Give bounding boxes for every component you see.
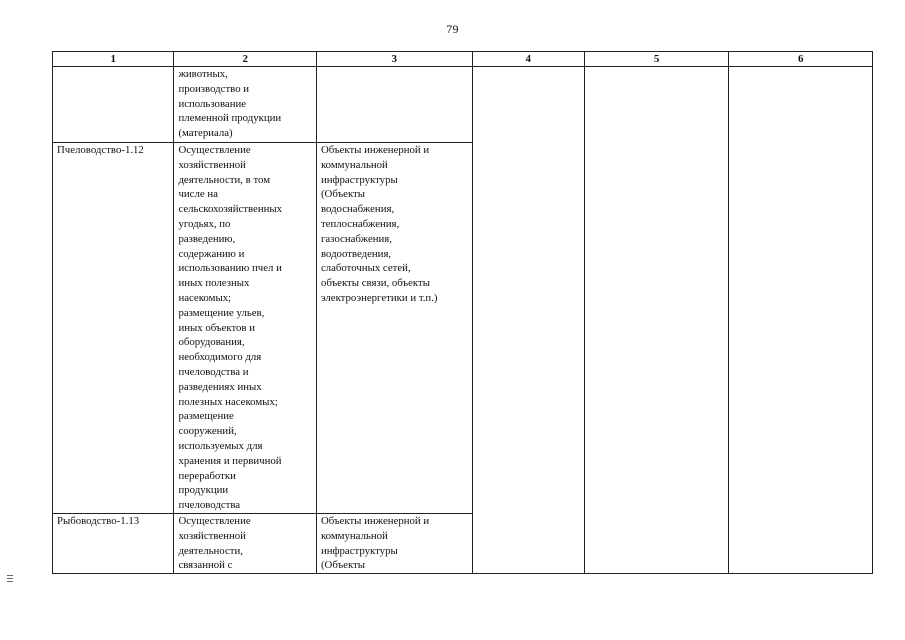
- cell-text-line: водоснабжения,: [320, 203, 395, 216]
- cell-text-line: иных объектов и: [178, 321, 255, 334]
- row-2-col-2: [174, 143, 317, 514]
- row-1-col-3: [316, 67, 472, 143]
- header-row: [53, 52, 873, 67]
- cell-text-line: коммунальной: [320, 529, 388, 542]
- header-col-1: 1: [53, 52, 174, 67]
- cell-text-line: разведениях иных: [178, 380, 262, 393]
- row-3-col-3: [316, 513, 472, 573]
- cell-text-line: насекомых;: [178, 291, 232, 304]
- cell-text-line: сельскохозяйственных: [178, 203, 283, 216]
- cell-text-line: деятельности, в том: [178, 173, 271, 186]
- cell-text-line: деятельности,: [178, 544, 243, 557]
- cell-text-line: инфраструктуры: [320, 544, 398, 557]
- document-table: [52, 51, 873, 574]
- cell-text-line: оборудования,: [178, 336, 245, 349]
- cell-text-line: пчеловодства и: [178, 365, 249, 378]
- margin-mark: [7, 581, 13, 582]
- cell-text-line: угодьях, по: [178, 217, 231, 230]
- cell-text-line: (Объекты: [320, 559, 366, 572]
- cell-text-line: Объекты инженерной и: [320, 514, 430, 527]
- cell-text-line: производство и: [178, 82, 250, 95]
- cell-text-line: электроэнергетики и т.п.): [320, 291, 438, 304]
- cell-text-line: продукции: [178, 484, 229, 497]
- cell-text-line: размещение: [178, 410, 234, 423]
- cell-text-line: племенной продукции: [178, 112, 282, 125]
- header-col-3: 3: [316, 52, 472, 67]
- cell-text-line: (материала): [178, 127, 233, 140]
- continuous-col-6: [729, 67, 873, 574]
- cell-text-line: водоотведения,: [320, 247, 392, 260]
- cell-text-line: хозяйственной: [178, 158, 246, 171]
- cell-text-line: иных полезных: [178, 277, 250, 290]
- cell-text-line: объекты связи, объекты: [320, 277, 430, 290]
- cell-text-line: Объекты инженерной и: [320, 144, 430, 156]
- cell-text-line: полезных насекомых;: [178, 395, 278, 408]
- cell-text-line: Осуществление: [178, 514, 251, 527]
- continuous-col-4: [472, 67, 584, 574]
- row-2-col-1: Пчеловодство-1.12: [53, 143, 174, 514]
- row-1-col-1: [53, 67, 174, 143]
- cell-text-line: переработки: [178, 469, 236, 482]
- cell-text-line: хранения и первичной: [178, 454, 282, 467]
- cell-text-line: необходимого для: [178, 351, 262, 364]
- cell-text-line: инфраструктуры: [320, 173, 398, 186]
- cell-text-line: животных,: [178, 68, 228, 80]
- cell-text-line: слаботочных сетей,: [320, 262, 411, 275]
- row-2-col-3: [316, 143, 472, 514]
- header-col-2: 2: [174, 52, 317, 67]
- cell-text-line: размещение ульев,: [178, 306, 265, 319]
- cell-text-line: сооружений,: [178, 425, 237, 438]
- cell-text-line: хозяйственной: [178, 529, 246, 542]
- cell-text-line: содержанию и: [178, 247, 245, 260]
- header-col-4: 4: [472, 52, 584, 67]
- page-number: 79: [446, 22, 459, 36]
- cell-text-line: (Объекты: [320, 188, 366, 201]
- cell-text-line: разведению,: [178, 232, 236, 245]
- row-3-col-2: [174, 513, 317, 573]
- cell-text-line: коммунальной: [320, 158, 388, 171]
- row-1-col-2: [174, 67, 317, 143]
- cell-text-line: использованию пчел и: [178, 262, 282, 275]
- header-col-5: 5: [584, 52, 729, 67]
- margin-mark: [7, 578, 13, 579]
- header-col-6: 6: [729, 52, 873, 67]
- margin-mark: [7, 575, 13, 576]
- cell-text-line: газоснабжения,: [320, 232, 392, 245]
- row-3-col-1: Рыбоводство-1.13: [53, 513, 174, 573]
- continuous-col-5: [584, 67, 729, 574]
- cell-text-line: связанной с: [178, 559, 233, 572]
- cell-text-line: используемых для: [178, 439, 263, 452]
- cell-text-line: использование: [178, 97, 247, 110]
- table-row: [53, 67, 873, 143]
- cell-text-line: числе на: [178, 188, 218, 201]
- cell-text-line: пчеловодства: [178, 499, 241, 512]
- cell-text-line: теплоснабжения,: [320, 217, 400, 230]
- cell-text-line: Осуществление: [178, 144, 251, 156]
